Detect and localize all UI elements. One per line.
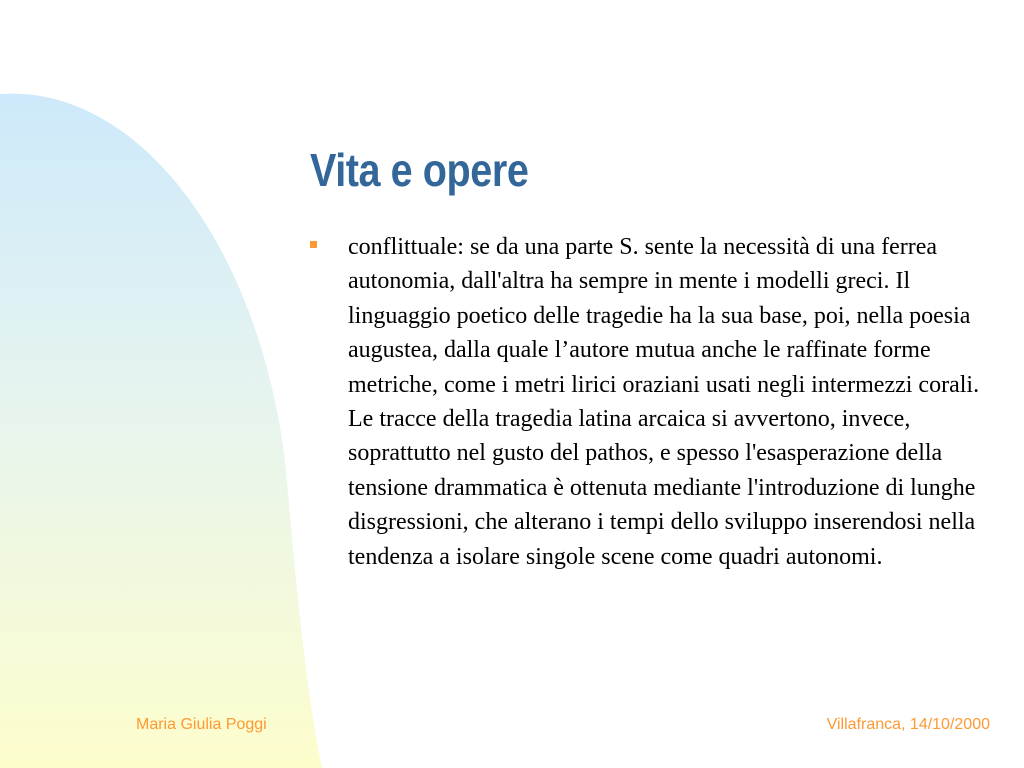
bullet-square-icon — [310, 241, 317, 248]
bullet-text: conflittuale: se da una parte S. sente la necessità di una ferrea autonomia, dall'altra ha sempre in mente i modelli greci. Il linguaggio poetico delle tragedie ha la sua base, poi, nella poesia augustea, dalla quale l’autore mutua anche le raffinate forme metriche, come i metri lirici oraziani usati negli intermezzi corali. Le tracce della tragedia latina arcaica si avvertono, invece, soprattutto nel gusto del pathos, e spesso l'esasperazione della tensione drammatica è ottenuta mediante l'introduzione di lunghe disgressioni, che alterano i tempi dello sviluppo inserendosi nella tendenza a isolare singole scene come quadri autonomi. — [348, 234, 980, 570]
background-arc-shape — [0, 94, 322, 768]
footer-author: Maria Giulia Poggi — [136, 716, 267, 733]
slide-title: Vita e opere — [310, 144, 529, 196]
footer-place-date: Villafranca, 14/10/2000 — [826, 716, 990, 733]
